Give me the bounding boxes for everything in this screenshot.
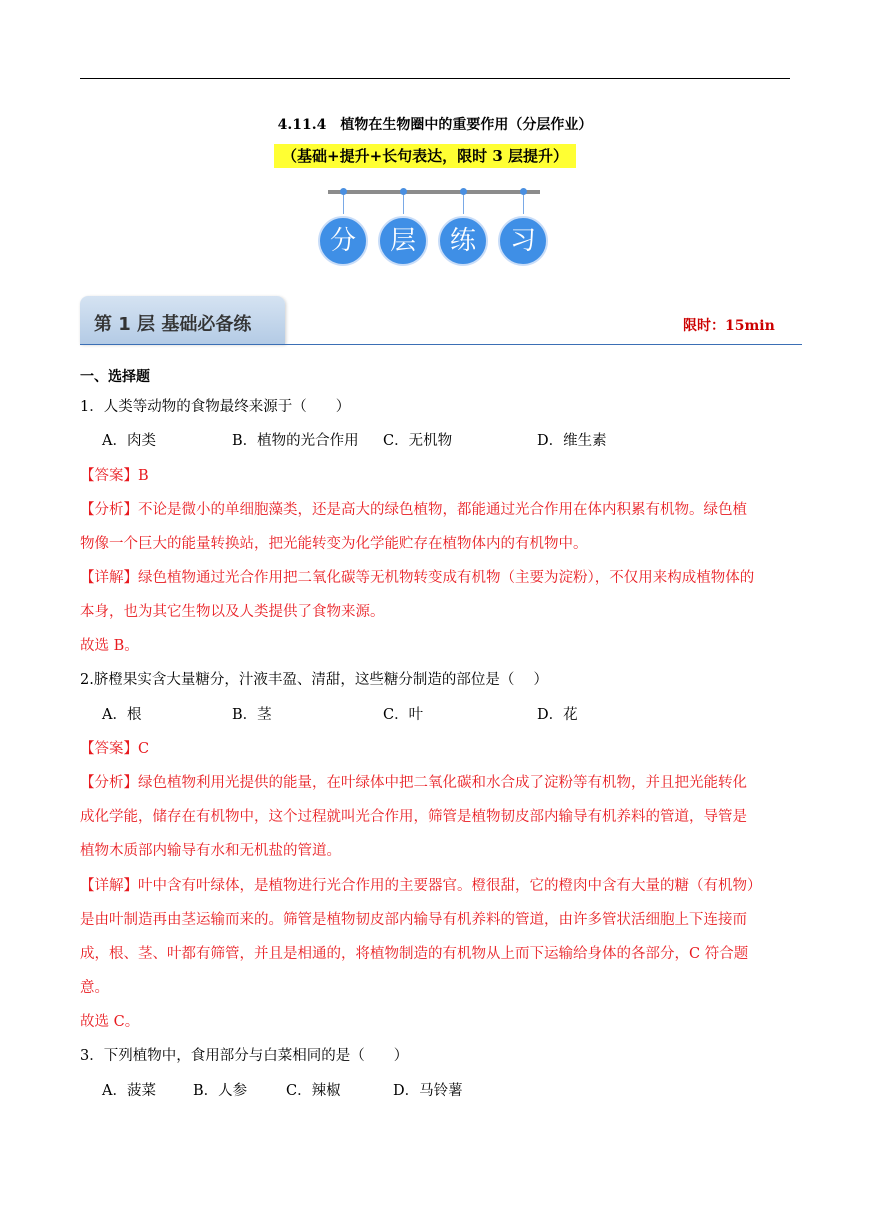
question-2-analysis-line-3: 植物木质部内输导有水和无机盐的管道。 — [80, 843, 341, 859]
section-title: 一、选择题 — [80, 369, 150, 385]
question-1-option-a: A．肉类 — [102, 433, 156, 449]
question-3-option-a: A．菠菜 — [102, 1083, 156, 1099]
banner-circle-2: 层 — [378, 216, 428, 266]
question-2-conclusion: 故选 C。 — [80, 1014, 140, 1030]
question-3-option-d: D．马铃薯 — [393, 1083, 463, 1099]
question-1-analysis-line-1: 【分析】不论是微小的单细胞藻类，还是高大的绿色植物，都能通过光合作用在体内积累有机物。绿色植 — [80, 502, 747, 518]
layered-practice-banner — [318, 186, 554, 274]
time-limit: 限时：15min — [683, 318, 775, 334]
question-1-option-b: B．植物的光合作用 — [232, 433, 359, 449]
question-2-option-a: A．根 — [102, 707, 142, 723]
banner-circle-4: 习 — [498, 216, 548, 266]
question-2-analysis-line-2: 成化学能，储存在有机物中，这个过程就叫光合作用，筛管是植物韧皮部内输导有机养料的管道，导管是 — [80, 809, 747, 825]
question-2-option-c: C．叶 — [383, 707, 424, 723]
question-2-analysis-line-1: 【分析】绿色植物利用光提供的能量，在叶绿体中把二氧化碳和水合成了淀粉等有机物，并且把光能转化 — [80, 775, 747, 791]
question-1-stem: 1．人类等动物的食物最终来源于（ ） — [80, 399, 351, 415]
question-1-detail-line-1: 【详解】绿色植物通过光合作用把二氧化碳等无机物转变成有机物（主要为淀粉），不仅用来构成植物体的 — [80, 570, 755, 586]
question-2-detail-line-2: 是由叶制造再由茎运输而来的。筛管是植物韧皮部内输导有机养料的管道，由许多管状活细胞上下连接而 — [80, 912, 747, 928]
question-2-stem: 2.脐橙果实含大量糖分，汁液丰盈、清甜，这些糖分制造的部位是（ ） — [80, 672, 548, 688]
question-1-option-c: C．无机物 — [383, 433, 453, 449]
question-3-stem: 3．下列植物中，食用部分与白菜相同的是（ ） — [80, 1048, 409, 1064]
header-rule — [80, 78, 790, 79]
question-1-analysis-line-2: 物像一个巨大的能量转换站，把光能转变为化学能贮存在植物体内的有机物中。 — [80, 536, 588, 552]
question-1-detail-line-2: 本身，也为其它生物以及人类提供了食物来源。 — [80, 604, 385, 620]
highlighted-subtitle: （基础+提升+长句表达，限时 3 层提升） — [274, 144, 576, 168]
question-2-detail-line-4: 意。 — [80, 980, 109, 996]
layer-1-tab — [80, 296, 285, 344]
document-title: 4.11.4 植物在生物圈中的重要作用（分层作业） — [277, 117, 593, 133]
question-2-option-d: D．花 — [537, 707, 578, 723]
question-3-option-b: B．人参 — [193, 1083, 248, 1099]
banner-circle-1: 分 — [318, 216, 368, 266]
question-1-answer: 【答案】B — [80, 468, 149, 484]
banner-circle-3: 练 — [438, 216, 488, 266]
question-2-option-b: B．茎 — [232, 707, 272, 723]
question-2-detail-line-1: 【详解】叶中含有叶绿体，是植物进行光合作用的主要器官。橙很甜，它的橙肉中含有大量的糖（有机物） — [80, 878, 762, 894]
layer-1-label: 第 1 层 基础必备练 — [94, 314, 252, 335]
question-2-answer: 【答案】C — [80, 741, 150, 757]
question-2-detail-line-3: 成，根、茎、叶都有筛管，并且是相通的，将植物制造的有机物从上而下运输给身体的各部分，C 符合题 — [80, 946, 749, 962]
question-1-option-d: D．维生素 — [537, 433, 607, 449]
banner-hanging-bar — [328, 190, 540, 194]
question-3-option-c: C．辣椒 — [286, 1083, 341, 1099]
question-1-conclusion: 故选 B。 — [80, 638, 139, 654]
layer-rule — [80, 344, 802, 345]
